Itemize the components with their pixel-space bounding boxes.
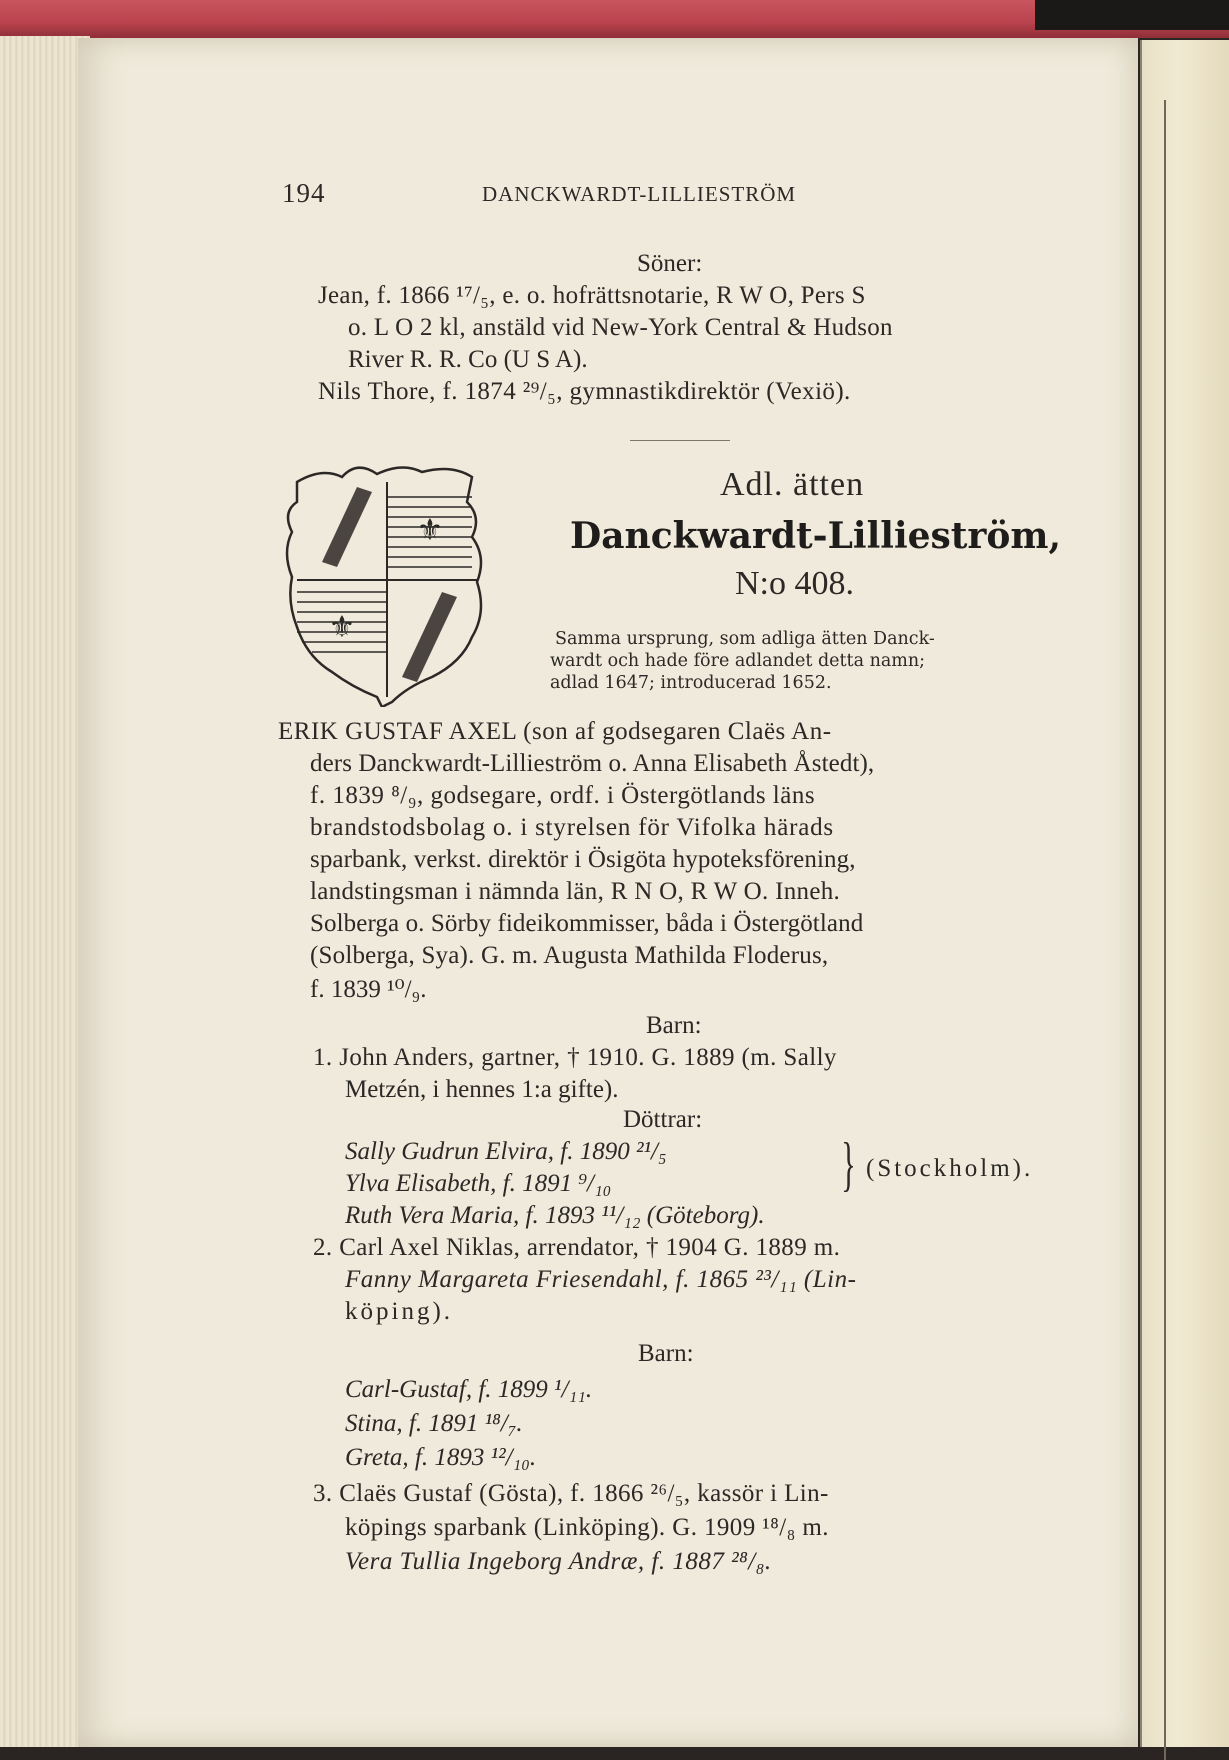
daughter-line: Ruth Vera Maria, f. 1893 ¹¹/₁₂ (Göteborg). xyxy=(345,1202,765,1229)
grandchild-line: Carl-Gustaf, f. 1899 ¹/₁₁. xyxy=(345,1376,593,1403)
section-divider xyxy=(630,440,730,441)
family-note-line: adlad 1647; introducerad 1652. xyxy=(550,673,832,693)
entry-line: landstingsman i nämnda län, R N O, R W O. Inneh. xyxy=(310,878,841,905)
child-line: Metzén, i hennes 1:a gifte). xyxy=(345,1076,619,1103)
coat-of-arms-icon xyxy=(282,462,492,707)
daughters-heading: Döttrar: xyxy=(623,1106,703,1133)
sons-line: River R. R. Co (U S A). xyxy=(348,346,588,373)
svg-text:⚜: ⚜ xyxy=(328,610,356,645)
child-line: köping). xyxy=(345,1298,454,1325)
entry-line: sparbank, verkst. direktör i Ösigöta hypoteksförening, xyxy=(310,846,856,873)
children-heading: Barn: xyxy=(646,1012,702,1039)
child-line: Fanny Margareta Friesendahl, f. 1865 ²³/₁₁ (Lin- xyxy=(345,1266,857,1293)
page-stack-left xyxy=(0,36,90,1747)
entry-line: ders Danckwardt-Lillieström o. Anna Elisabeth Åstedt), xyxy=(310,750,875,777)
sons-line: Nils Thore, f. 1874 ²⁹/₅, gymnastikdirektör (Vexiö). xyxy=(318,378,851,405)
child-line: köpings sparbank (Linköping). G. 1909 ¹⁸/₈ m. xyxy=(345,1514,829,1541)
family-note xyxy=(550,628,935,694)
entry-line: Solberga o. Sörby fideikommisser, båda i Östergötland xyxy=(310,910,864,937)
child-line: 3. Claës Gustaf (Gösta), f. 1866 ²⁶/₅, kassör i Lin- xyxy=(313,1480,829,1507)
daughters-place: (Stockholm). xyxy=(866,1155,1034,1182)
family-note-line: Samma ursprung, som adliga ätten Danck- xyxy=(555,629,935,649)
family-name: Danckwardt-Lillieström, xyxy=(570,515,1062,557)
grandchild-line: Stina, f. 1891 ¹⁸/₇. xyxy=(345,1410,523,1437)
grandchildren-heading: Barn: xyxy=(638,1340,694,1367)
grandchild-line: Greta, f. 1893 ¹²/₁₀. xyxy=(345,1444,537,1471)
daughter-line: Sally Gudrun Elvira, f. 1890 ²¹/₅ xyxy=(345,1138,667,1165)
running-head: DANCKWARDT-LILLIESTRÖM xyxy=(482,182,797,206)
entry-line: f. 1839 ⁸/₉, godsegare, ordf. i Östergötlands läns xyxy=(310,782,816,809)
sons-line: o. L O 2 kl, anstäld vid New-York Central & Hudson xyxy=(348,314,893,341)
family-number: N:o 408. xyxy=(735,565,854,602)
child-line: 1. John Anders, gartner, † 1910. G. 1889 (m. Sally xyxy=(313,1044,837,1071)
family-note-line: wardt och hade före adlandet detta namn; xyxy=(550,651,926,671)
child-line: Vera Tullia Ingeborg Andræ, f. 1887 ²⁸/₈. xyxy=(345,1548,772,1575)
entry-line: f. 1839 ¹⁰/₉. xyxy=(310,976,427,1003)
background-dark xyxy=(1035,0,1229,30)
entry-line: ERIK GUSTAF AXEL (son af godsegaren Claës An- xyxy=(278,718,832,745)
sons-heading: Söner: xyxy=(637,250,703,277)
page-stack-right xyxy=(1140,40,1229,1747)
brace: } xyxy=(841,1131,856,1197)
page-number: 194 xyxy=(282,178,326,208)
sons-line: Jean, f. 1866 ¹⁷/₅, e. o. hofrättsnotarie, R W O, Pers S xyxy=(318,282,866,309)
entry-line: brandstodsbolag o. i styrelsen för Vifolka härads xyxy=(310,814,834,841)
child-line: 2. Carl Axel Niklas, arrendator, † 1904 G. 1889 m. xyxy=(313,1234,841,1261)
svg-text:⚜: ⚜ xyxy=(416,513,444,548)
entry-line: (Solberga, Sya). G. m. Augusta Mathilda Floderus, xyxy=(310,942,829,969)
family-type: Adl. ätten xyxy=(720,466,865,503)
daughter-line: Ylva Elisabeth, f. 1891 ⁹/₁₀ xyxy=(345,1170,612,1197)
